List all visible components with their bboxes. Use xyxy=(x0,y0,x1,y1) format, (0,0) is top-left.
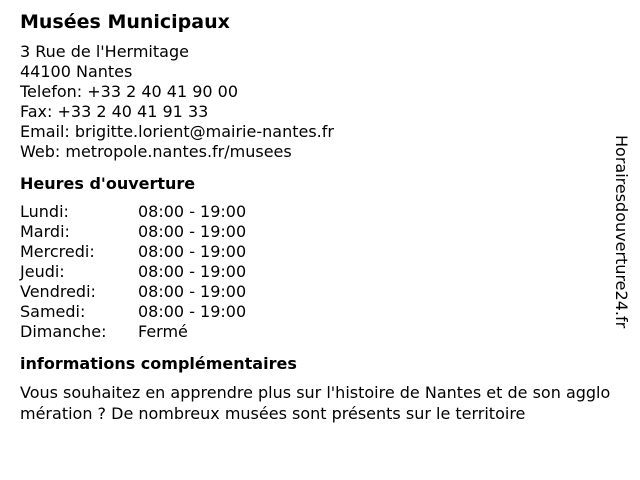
time-value: 08:00 - 19:00 xyxy=(138,282,247,301)
address-street: 3 Rue de l'Hermitage xyxy=(20,42,189,61)
day-label: Mardi: xyxy=(20,222,70,241)
day-label: Dimanche: xyxy=(20,322,107,341)
fax-line: Fax: +33 2 40 41 91 33 xyxy=(20,102,209,121)
time-value: 08:00 - 19:00 xyxy=(138,242,247,261)
day-label: Jeudi: xyxy=(20,262,65,281)
web-line: Web: metropole.nantes.fr/musees xyxy=(20,142,292,161)
day-label: Lundi: xyxy=(20,202,69,221)
hours-heading: Heures d'ouverture xyxy=(20,174,196,193)
time-value: 08:00 - 19:00 xyxy=(138,202,247,221)
hours-row-sunday xyxy=(20,322,620,342)
address-city: 44100 Nantes xyxy=(20,62,133,81)
email-line: Email: brigitte.lorient@mairie-nantes.fr xyxy=(20,122,334,141)
info-heading: informations complémentaires xyxy=(20,354,297,373)
time-value: 08:00 - 19:00 xyxy=(138,222,247,241)
hours-row-wednesday xyxy=(20,242,620,262)
day-label: Samedi: xyxy=(20,302,86,321)
hours-row-friday xyxy=(20,282,620,302)
time-value: 08:00 - 19:00 xyxy=(138,262,247,281)
museum-card xyxy=(20,10,620,424)
hours-row-monday xyxy=(20,202,620,222)
day-label: Vendredi: xyxy=(20,282,96,301)
contact-block xyxy=(20,42,620,162)
page-title: Musées Municipaux xyxy=(20,11,230,33)
hours-row-tuesday xyxy=(20,222,620,242)
hours-row-saturday xyxy=(20,302,620,322)
info-text: Vous souhaitez en apprendre plus sur l'histoire de Nantes et de son agglomération ? De nombreux musées sont présents sur le territoire xyxy=(20,383,611,423)
hours-row-thursday xyxy=(20,262,620,282)
time-value: Fermé xyxy=(138,322,188,341)
phone-line: Telefon: +33 2 40 41 90 00 xyxy=(20,82,239,101)
watermark-label: Horairesdouverture24.fr xyxy=(612,135,631,329)
hours-table xyxy=(20,202,620,342)
time-value: 08:00 - 19:00 xyxy=(138,302,247,321)
day-label: Mercredi: xyxy=(20,242,95,261)
